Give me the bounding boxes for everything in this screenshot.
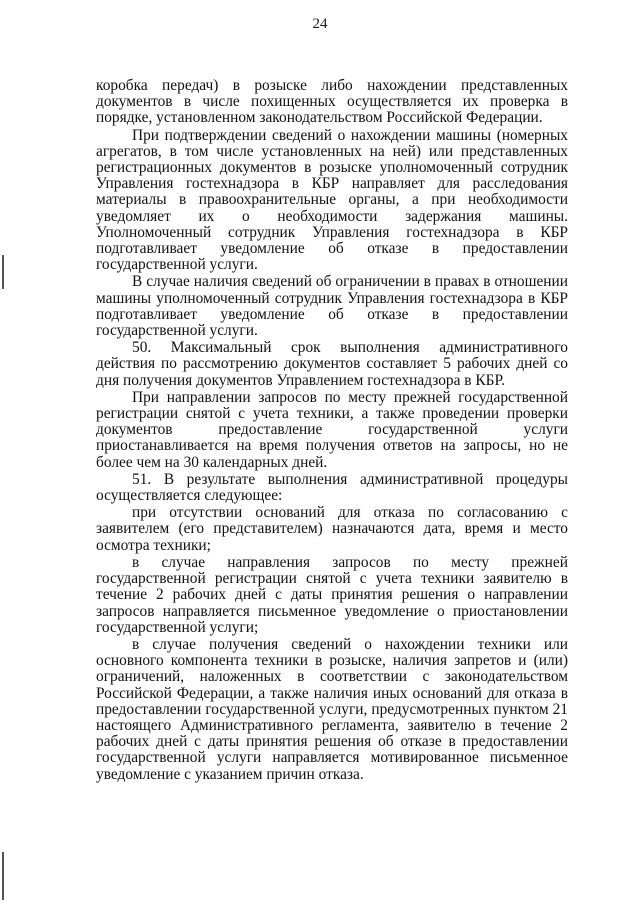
paragraph-item-50: 50. Максимальный срок выполнения административного действия по рассмотрению документов составляет 5 рабочих дней со дня получения документов Управлением гостехнадзора в КБР. xyxy=(96,339,568,389)
scan-margin-mark-top xyxy=(2,255,4,289)
page-number: 24 xyxy=(312,16,328,32)
paragraph-requests-suspension: При направлении запросов по месту прежней государственной регистрации снятой с учета техники, а также проведении проверки документов предоставление государственной услуги приостанавливается на время получения ответов на запросы, но не более чем на 30 календарных дней. xyxy=(96,388,568,471)
paragraph-continuation: коробка передач) в розыске либо нахождении представленных документов в числе похищенных осуществляется их проверка в порядке, установленном законодательством Российской Федерации. xyxy=(96,77,568,127)
paragraph-item-51: 51. В результате выполнения административной процедуры осуществляется следующее: xyxy=(96,470,568,505)
paragraph-refusal-notice: в случае получения сведений о нахождении техники или основного компонента техники в розыске, наличия запретов и (или) ограничений, наложенных в соответствии с законодательством Российской Федерации, а также наличия иных оснований для отказа в предоставлении государственной услуги, предусмотренных пунктом 21 настоящего Административного регламента, заявителю в течение 2 рабочих дней с даты принятия решения об отказе в предоставлении государственной услуги направляется мотивированное письменное уведомление с указанием причин отказа. xyxy=(96,635,568,783)
paragraph-requests-notice: в случае направления запросов по месту прежней государственной регистрации снятой с учета техники заявителю в течение 2 рабочих дней с даты принятия решения о направлении запросов направляется письменное уведомление о приостановлении государственной услуги; xyxy=(96,553,568,636)
paragraph-rights-restriction: В случае наличия сведений об ограничении в правах в отношении машины уполномоченный сотрудник Управления гостехнадзора в КБР подготавливает уведомление об отказе в предоставлении государственной услуги. xyxy=(96,273,568,340)
paragraph-no-grounds: при отсутствии оснований для отказа по согласованию с заявителем (его представителем) назначаются дата, время и место осмотра техники; xyxy=(96,504,568,554)
scan-margin-mark-bottom xyxy=(2,852,4,900)
paragraph-search-confirmed: При подтверждении сведений о нахождении машины (номерных агрегатов, в том числе установленных на ней) или представленных регистрационных документов в розыске уполномоченный сотрудник Управления гостехнадзора в КБР направляет для расследования материалы в правоохранительные органы, а при необходимости уведомляет их о необходимости задержания машины. Уполномоченный сотрудник Управления гостехнадзора в КБР подготавливает уведомление об отказе в предоставлении государственной услуги. xyxy=(96,126,568,274)
document-body xyxy=(96,78,568,783)
